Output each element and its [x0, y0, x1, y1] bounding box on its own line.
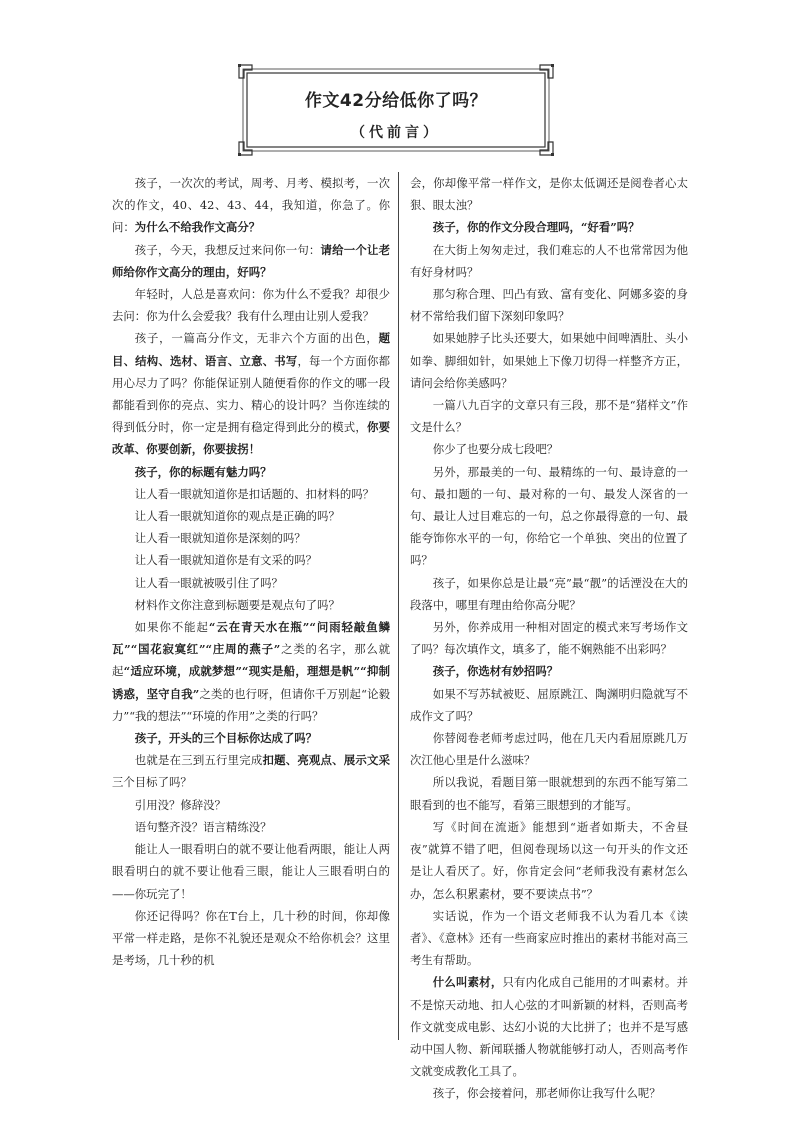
paragraph [410, 172, 688, 216]
paragraph [410, 239, 688, 283]
paragraph [112, 461, 390, 483]
paragraph [112, 505, 390, 527]
bold-text: 题目、结构、选材、语言、立意、书写 [112, 331, 390, 368]
text-run: 你替阅卷老师考虑过吗，他在几天内看屈原跳几万次江他心里是什么滋味？ [410, 731, 688, 768]
paragraph [410, 905, 688, 972]
paragraph [410, 616, 688, 660]
left-text-column [112, 172, 390, 971]
column-divider [398, 172, 399, 1040]
bold-text: 孩子，你选材有妙招吗？ [432, 664, 559, 679]
paragraph [410, 461, 688, 572]
bold-text: 孩子，开头的三个目标你达成了吗？ [134, 731, 318, 746]
paragraph [410, 216, 688, 238]
paragraph [112, 749, 390, 793]
text-run: 孩子，你会接着问，那老师你让我写什么呢？ [432, 1086, 661, 1101]
paragraph [410, 816, 688, 905]
text-run: 让人看一眼就知道你是扣话题的、扣材料的吗？ [134, 486, 375, 501]
text-run: 如果她脖子比头还要大，如果她中间啤酒肚、头小如拳、脚细如针，如果她上下像刀切得一样整齐方正，请问会给你美感吗？ [410, 331, 688, 390]
paragraph [410, 660, 688, 682]
paragraph [410, 971, 688, 1082]
paragraph [112, 572, 390, 594]
bold-text: 请给一个让老师给你作文高分的理由，好吗？ [112, 242, 390, 279]
text-run: 孩子，一篇高分作文，无非六个方面的出色， [134, 331, 379, 346]
paragraph [410, 327, 688, 394]
text-run: 也就是在三到五行里完成 [134, 753, 263, 768]
paragraph [112, 838, 390, 905]
text-run: 另外，你养成用一种相对固定的模式来写考场作文了吗？每次填作文，填多了，能不娴熟能不出彩吗？ [410, 620, 688, 657]
bold-text: 为什么不给我作文高分？ [134, 220, 261, 235]
paragraph [410, 394, 688, 438]
paragraph [112, 239, 390, 283]
paragraph [112, 594, 390, 616]
page-title: 作文42分给低你了吗？ [304, 91, 488, 111]
text-run: 三个目标了吗？ [112, 775, 192, 790]
paragraph [410, 727, 688, 771]
text-run: 写《时间在流逝》能想到“逝者如斯夫，不舍昼夜”就算不错了吧，但阅卷现场以这一句开头的作文还是让人看厌了。好，你肯定会问“老师我没有素材怎么办，怎么积累素材，要不要读点书”？ [410, 819, 688, 901]
bold-text: 孩子，你的标题有魅力吗？ [134, 464, 272, 479]
page-subtitle: （代前言） [351, 125, 441, 141]
text-run: 会，你却像平常一样作文，是你太低调还是阅卷者心太狠、眼太浊？ [410, 176, 688, 213]
text-run: 年轻时，人总是喜欢问：你为什么不爱我？却很少去问：你为什么会爱我？我有什么理由让别人爱我？ [112, 287, 390, 324]
paragraph [410, 771, 688, 815]
bold-text: “适应环境，成就梦想”“现实是船，理想是帆”“抑制诱惑，坚守自我” [112, 664, 390, 701]
text-run: 让人看一眼就知道你的观点是正确的吗？ [134, 509, 340, 524]
title-frame [238, 64, 554, 156]
bold-text: 你要改革、你要创新，你要拔拐！ [112, 420, 390, 457]
paragraph [410, 572, 688, 616]
text-run: 一篇八九百字的文章只有三段，那不是“猪样文”作文是什么？ [410, 398, 688, 435]
text-run: 实话说，作为一个语文老师我不认为看几本《读者》、《意林》还有一些商家应时推出的素材书能对高三考生有帮助。 [410, 908, 688, 968]
paragraph [112, 794, 390, 816]
text-run: 孩子，一次次的考试，周考、月考、模拟考，一次次的作文，40、42、43、44，我知道，你急了。你问： [112, 176, 390, 235]
paragraph [410, 1082, 688, 1104]
paragraph [112, 327, 390, 460]
text-run: ，每一个方面你都用心尽力了吗？你能保证别人随便看你的作文的哪一段都能看到你的亮点、实力、精心的设计吗？当你连续的得到低分时，你一定是拥有稳定得到此分的模式， [112, 353, 390, 435]
text-run: 让人看一眼就知道你是深刻的吗？ [134, 531, 306, 546]
paragraph [410, 683, 688, 727]
text-run: 所以我说，看题目第一眼就想到的东西不能写第二眼看到的也不能写，看第三眼想到的才能写。 [410, 775, 688, 812]
right-text-column [410, 172, 688, 1105]
paragraph [112, 616, 390, 727]
bold-text: 孩子，你的作文分段合理吗，“好看”吗？ [432, 220, 640, 235]
paragraph [112, 283, 390, 327]
bold-text: 什么叫素材， [432, 975, 503, 990]
text-run: 那匀称合理、凹凸有致、富有变化、阿娜多姿的身材不常给我们留下深刻印象吗？ [410, 287, 688, 324]
text-run: 之类的名字，那么就起 [112, 642, 390, 679]
text-run: 你少了也要分成七段吧？ [432, 442, 559, 457]
text-run: 引用没？修辞没？ [134, 797, 226, 812]
text-run: 能让人一眼看明白的就不要让他看两眼，能让人两眼看明白的就不要让他看三眼，能让人三眼看明白的——你玩完了！ [112, 842, 390, 901]
text-run: 孩子，如果你总是让最“亮”最“靓”的话湮没在大的段落中，哪里有理由给你高分呢？ [410, 575, 688, 612]
text-run: 语句整齐没？语言精练没？ [134, 819, 272, 834]
paragraph [112, 905, 390, 972]
text-run: 如果不写苏轼被贬、屈原跳江、陶渊明归隐就写不成作文了吗？ [410, 686, 688, 723]
bold-text: 扣题、亮观点、展示文采 [262, 753, 390, 768]
text-run: 你还记得吗？你在T台上，几十秒的时间，你却像平常一样走路，是你不礼貌还是观众不给你机会？这里是考场，几十秒的机 [112, 908, 390, 968]
text-run: 另外，那最美的一句、最精练的一句、最诗意的一句、最扣题的一句、最对称的一句、最发人深省的一句、最让人过目难忘的一句，总之你最得意的一句、最能夸饰你水平的一句，你给它一个单独、突出的位置了吗？ [410, 464, 688, 568]
paragraph [112, 527, 390, 549]
text-run: 孩子，今天，我想反过来问你一句： [134, 242, 321, 257]
bold-text: “云在青天水在瓶”“问雨轻敲鱼鳞瓦”“国花寂寞红”“庄周的燕子” [112, 620, 390, 657]
paragraph [112, 816, 390, 838]
paragraph [410, 438, 688, 460]
paragraph [410, 283, 688, 327]
text-run: 在大街上匆匆走过，我们难忘的人不也常常因为他有好身材吗？ [410, 242, 688, 279]
text-run: 让人看一眼就知道你是有文采的吗？ [134, 553, 318, 568]
text-run: 让人看一眼就被吸引住了吗？ [134, 575, 283, 590]
text-run: 如果你不能起 [134, 620, 209, 635]
paragraph [112, 549, 390, 571]
text-run: 只有内化成自己能用的才叫素材。并不是惊天动地、扣人心弦的才叫新颖的材料，否则高考作文就变成电影、达幻小说的大比拼了；也并不是写感动中国人物、新闻联播人物就能够打动人，否则高考作文就变成教化工具了。 [410, 975, 688, 1079]
text-run: 之类的也行呀，但请你千万别起“论毅力”“我的想法”“环境的作用”之类的行吗？ [112, 686, 391, 723]
paragraph [112, 483, 390, 505]
paragraph [112, 172, 390, 239]
text-run: 材料作文你注意到标题要是观点句了吗？ [134, 597, 340, 612]
paragraph [112, 727, 390, 749]
